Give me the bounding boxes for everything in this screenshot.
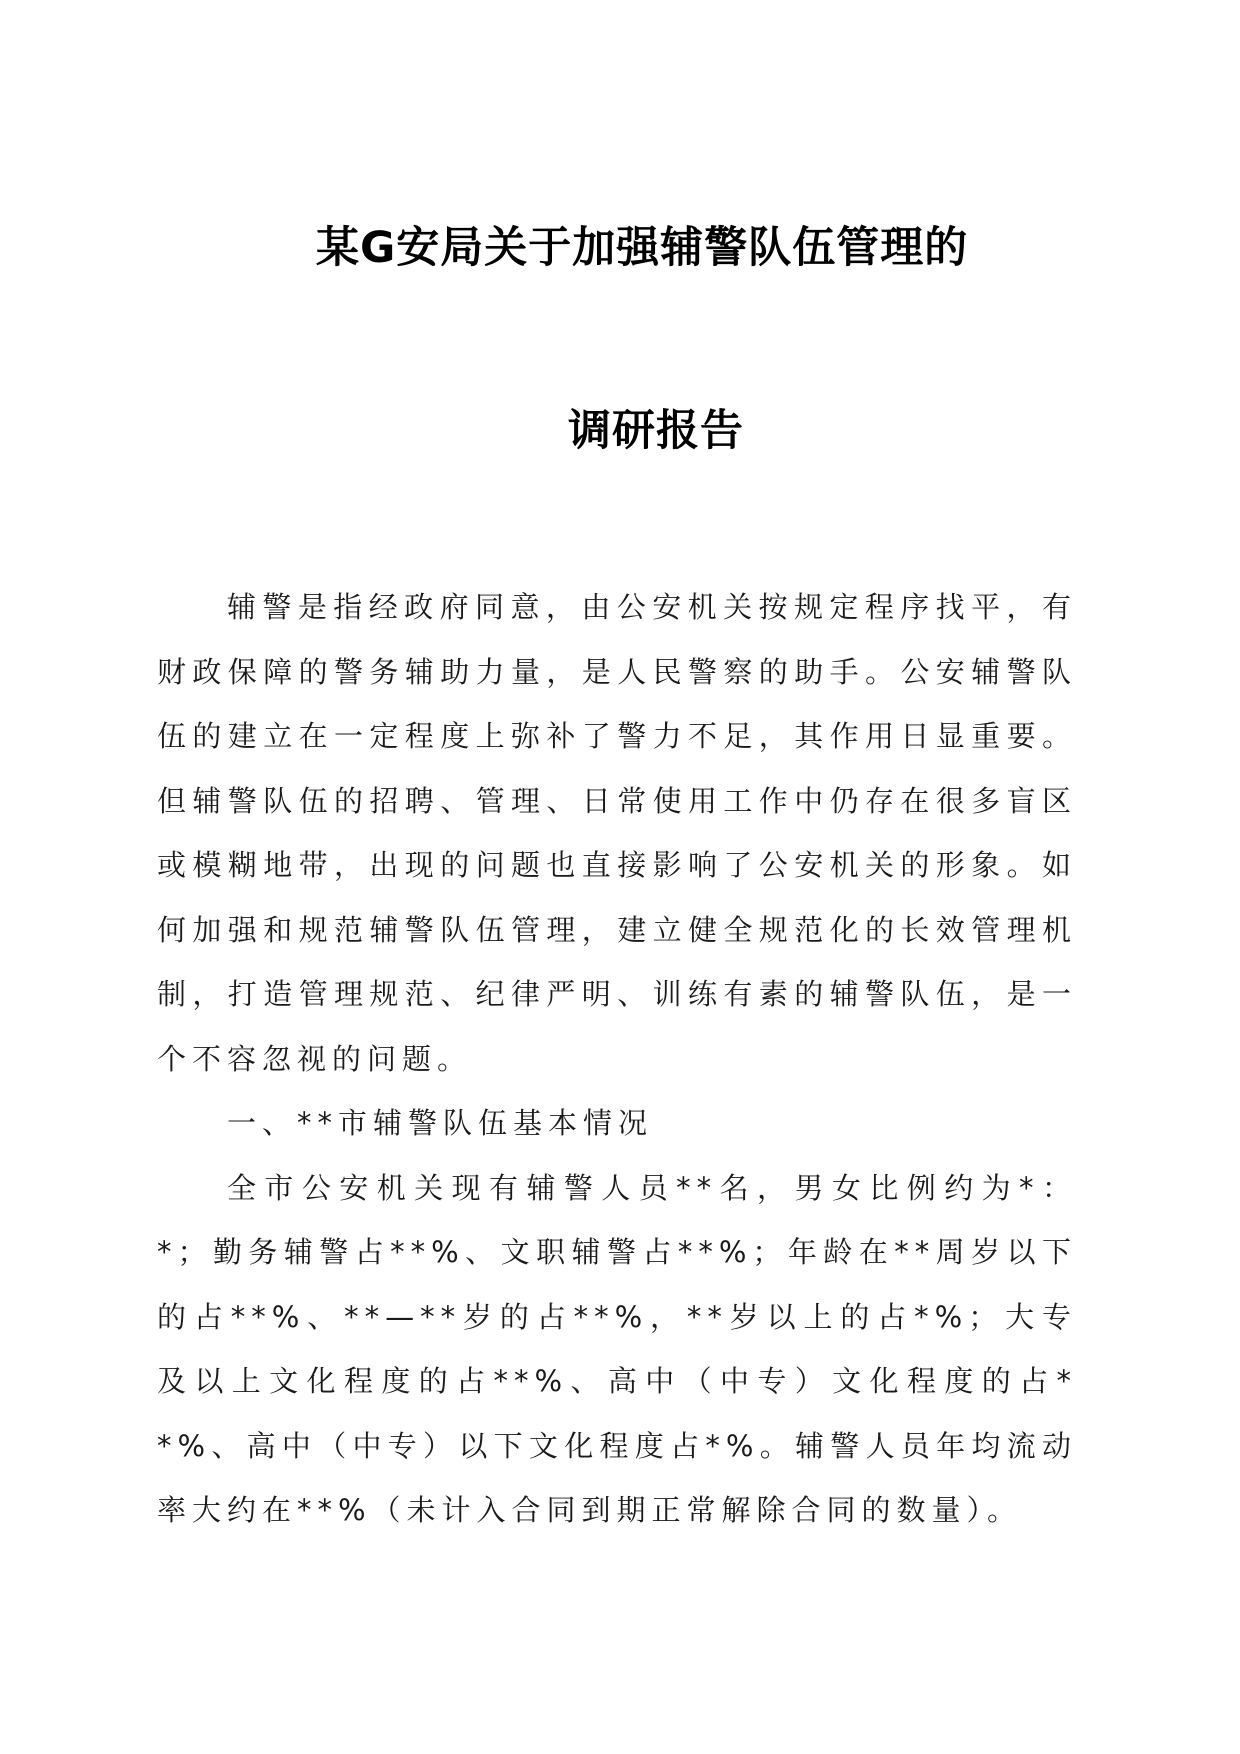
intro-paragraph: 辅警是指经政府同意，由公安机关按规定程序找平，有财政保障的警务辅助力量，是人民警察的助手。公安辅警队伍的建立在一定程度上弥补了警力不足，其作用日显重要。但辅警队伍的招聘、管理、日常使用工作中仍存在很多盲区或模糊地带，出现的问题也直接影响了公安机关的形象。如何加强和规范辅警队伍管理，建立健全规范化的长效管理机制，打造管理规范、纪律严明、训练有素的辅警队伍，是一个不容忽视的问题。	[157, 590, 1077, 1076]
statistics-paragraph: 全市公安机关现有辅警人员**名，男女比例约为*：*；勤务辅警占**%、文职辅警占**%；年龄在**周岁以下的占**%、**—**岁的占**%，**岁以上的占*%；大专及以上文化程度的占**%、高中（中专）文化程度的占**%、高中（中专）以下文化程度占*%。辅警人员年均流动率大约在**%（未计入合同到期正常解除合同的数量）。	[157, 1170, 1077, 1527]
report-body	[157, 575, 1077, 1543]
report-title-line-1: 某G安局关于加强辅警队伍管理的	[316, 223, 969, 273]
section-heading-1: 一、**市辅警队伍基本情况	[227, 1106, 654, 1140]
report-title-line-2: 调研报告	[568, 406, 744, 456]
